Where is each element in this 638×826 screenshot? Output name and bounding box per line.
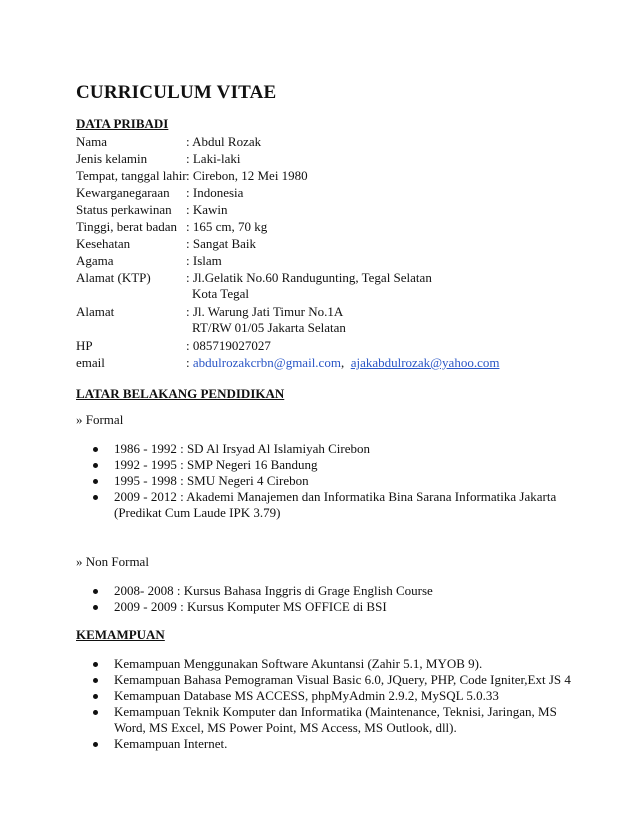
personal-row <box>76 252 222 269</box>
address-continuation: Kota Tegal <box>192 286 249 301</box>
row-value: : 085719027027 <box>186 338 271 353</box>
bullet-icon <box>93 589 98 594</box>
email-link-gmail[interactable]: abdulrozakcrbn@gmail.com <box>192 355 341 370</box>
row-value: : Indonesia <box>186 185 244 200</box>
list-item-text: Kemampuan Database MS ACCESS, phpMyAdmin 2.9.2, MySQL 5.0.33 <box>114 688 499 703</box>
list-item-text: 1986 - 1992 : SD Al Irsyad Al Islamiyah Cirebon <box>114 441 371 456</box>
bullet-icon <box>93 742 98 747</box>
row-label: Tinggi, berat badan <box>76 219 177 234</box>
email-values <box>186 354 499 371</box>
bullet-icon <box>93 495 98 500</box>
row-label: Status perkawinan <box>76 202 172 217</box>
list-item-text: 2008- 2008 : Kursus Bahasa Inggris di Grage English Course <box>114 583 433 598</box>
row-value: : Kawin <box>186 202 228 217</box>
bullet-icon <box>93 678 98 683</box>
bullet-icon <box>93 479 98 484</box>
bullet-icon <box>93 447 98 452</box>
personal-row <box>76 218 268 235</box>
row-label: Alamat (KTP) <box>76 270 151 285</box>
education-heading: LATAR BELAKANG PENDIDIKAN <box>76 386 285 401</box>
row-label: Nama <box>76 134 108 149</box>
personal-row <box>76 184 244 201</box>
row-value: : Jl.Gelatik No.60 Randugunting, Tegal Selatan <box>186 270 432 285</box>
row-value: : Islam <box>186 253 222 268</box>
formal-label: » Formal <box>76 412 124 427</box>
row-label: HP <box>76 338 93 353</box>
skills-heading: KEMAMPUAN <box>76 627 165 642</box>
bullet-icon <box>93 463 98 468</box>
personal-heading: DATA PRIBADI <box>76 116 169 131</box>
row-value: : Cirebon, 12 Mei 1980 <box>186 168 308 183</box>
personal-row <box>76 167 308 184</box>
bullet-icon <box>93 694 98 699</box>
personal-row <box>76 269 432 286</box>
email-row <box>76 354 500 371</box>
personal-row <box>76 337 271 354</box>
email-link-yahoo[interactable]: ajakabdulrozak@yahoo.com <box>350 355 500 370</box>
address-continuation: RT/RW 01/05 Jakarta Selatan <box>192 320 346 335</box>
list-item-text: Kemampuan Bahasa Pemograman Visual Basic 6.0, JQuery, PHP, Code Igniter,Ext JS 4 <box>114 672 571 687</box>
list-item-text: 2009 - 2009 : Kursus Komputer MS OFFICE di BSI <box>114 599 387 614</box>
row-label: Jenis kelamin <box>76 151 148 166</box>
list-item-text: Kemampuan Menggunakan Software Akuntansi (Zahir 5.1, MYOB 9). <box>114 656 483 671</box>
personal-row <box>76 235 257 252</box>
bullet-icon <box>93 605 98 610</box>
row-label: Agama <box>76 253 114 268</box>
personal-row <box>76 201 228 218</box>
bullet-icon <box>93 710 98 715</box>
list-item-text: Kemampuan Teknik Komputer dan Informatika (Maintenance, Teknisi, Jaringan, MS <box>114 704 557 719</box>
personal-row <box>76 303 344 320</box>
list-item-text: 1992 - 1995 : SMP Negeri 16 Bandung <box>114 457 318 472</box>
row-value: : Jl. Warung Jati Timur No.1A <box>186 304 344 319</box>
row-label: Kesehatan <box>76 236 131 251</box>
personal-row <box>76 150 241 167</box>
email-label: email <box>76 355 105 370</box>
bullet-icon <box>93 662 98 667</box>
cv-title: CURRICULUM VITAE <box>76 82 277 103</box>
formal-note: (Predikat Cum Laude IPK 3.79) <box>114 505 281 520</box>
row-label: Tempat, tanggal lahir <box>76 168 187 183</box>
row-label: Alamat <box>76 304 115 319</box>
list-item-text: Kemampuan Internet. <box>114 736 228 751</box>
row-value: : Laki-laki <box>186 151 241 166</box>
list-item-text: 1995 - 1998 : SMU Negeri 4 Cirebon <box>114 473 309 488</box>
list-item-text: Word, MS Excel, MS Power Point, MS Access, MS Outlook, dll). <box>114 720 457 735</box>
row-value: : Sangat Baik <box>186 236 257 251</box>
nonformal-label: » Non Formal <box>76 554 149 569</box>
row-label: Kewarganegaraan <box>76 185 170 200</box>
list-item-text: 2009 - 2012 : Akademi Manajemen dan Informatika Bina Sarana Informatika Jakarta <box>114 489 557 504</box>
email-separator: , <box>340 355 345 370</box>
row-value: : 165 cm, 70 kg <box>186 219 268 234</box>
personal-row <box>76 133 262 150</box>
row-value: : Abdul Rozak <box>186 134 262 149</box>
email-prefix: : <box>186 355 193 370</box>
